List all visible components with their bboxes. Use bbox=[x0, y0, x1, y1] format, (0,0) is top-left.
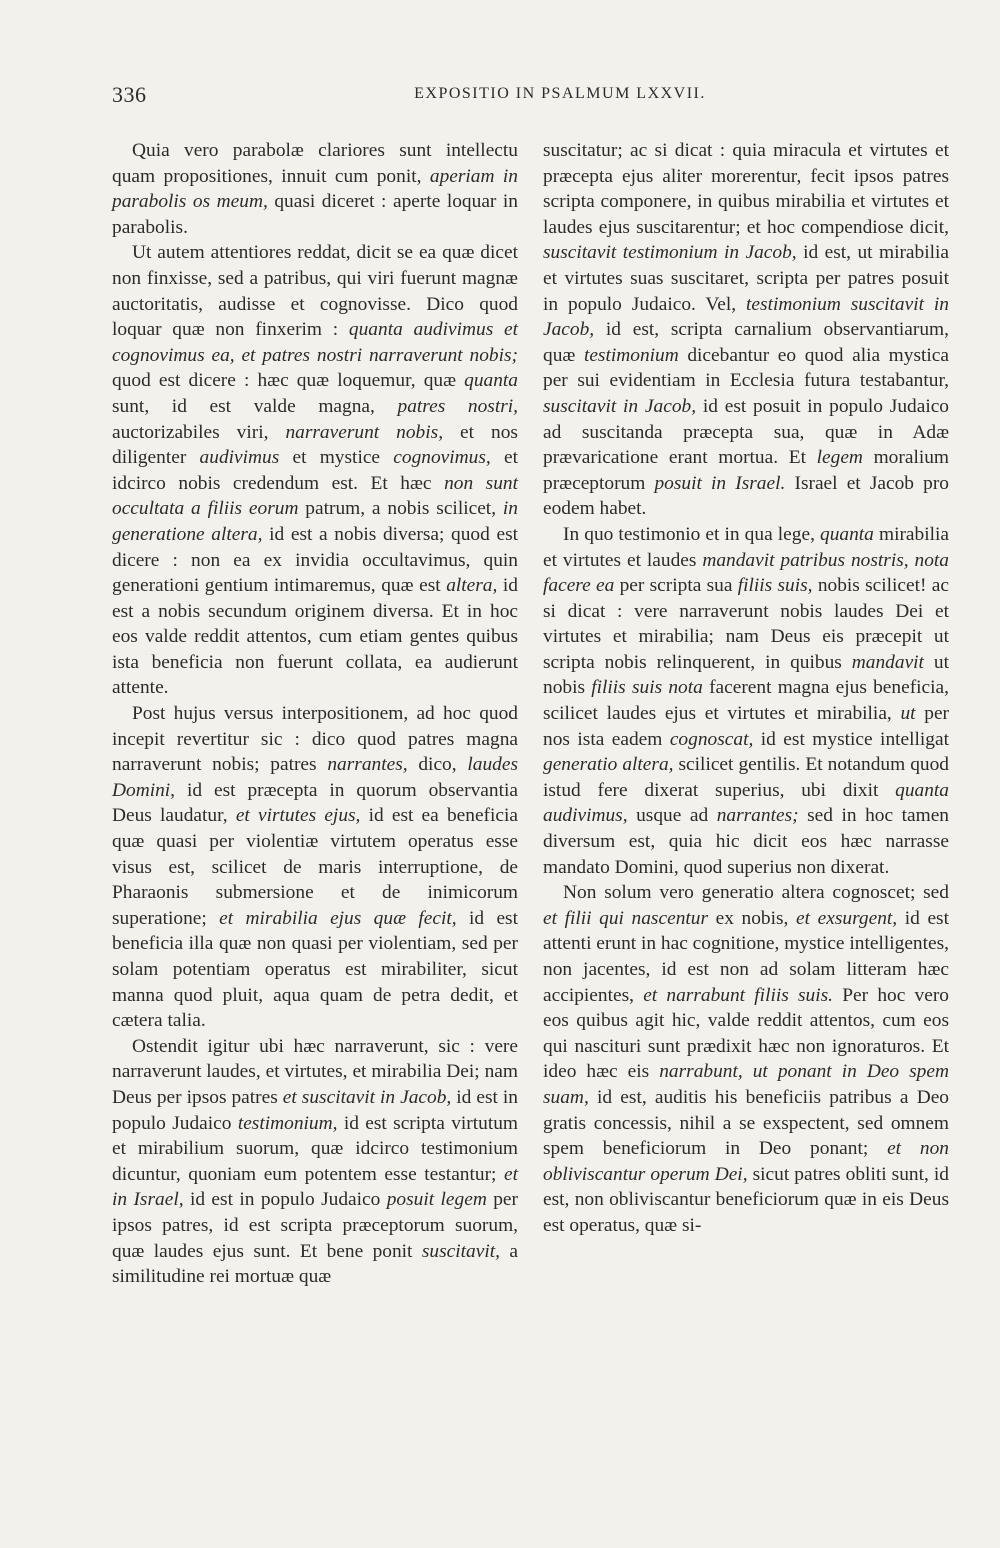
italic-text-segment: ut bbox=[900, 703, 916, 725]
text-segment: scilicet gentilis. Et notandum quod istud fere dixerat superius, ubi dixit bbox=[543, 754, 949, 801]
text-segment: Ut autem attentiores reddat, dicit se ea quæ dicet non finxisse, sed a patribus, qui viri fuerunt magnæ auctoritatis, audisse et cognovisse. Dico quod loquar quæ non finxerim : bbox=[112, 242, 518, 341]
italic-text-segment: narrantes; bbox=[716, 805, 799, 827]
paragraph bbox=[543, 138, 949, 522]
italic-text-segment: altera, bbox=[446, 575, 498, 597]
text-segment: dicebantur eo quod alia mystica per sui evidentiam in Ecclesia futura testabantur, bbox=[543, 344, 949, 392]
text-segment: id est posuit in populo Judaico ad suscitanda præcepta sua, quæ in Adæ prævaricatione erant mortua. Et bbox=[543, 395, 950, 469]
text-segment: mirabilia et virtutes et laudes bbox=[543, 523, 949, 571]
text-segment: sunt, id est valde magna, bbox=[112, 395, 398, 417]
italic-text-segment: non sunt occultata a filiis eorum bbox=[112, 472, 519, 520]
paragraph bbox=[112, 1034, 518, 1290]
italic-text-segment: mandavit bbox=[851, 651, 924, 673]
text-segment: moralium præceptorum bbox=[543, 447, 949, 494]
italic-text-segment: quanta audivimus, bbox=[543, 779, 949, 827]
text-segment: dico, bbox=[407, 754, 468, 776]
paragraph bbox=[112, 701, 518, 1034]
text-segment: id est, scripta carnalium observantiarum, quæ bbox=[543, 319, 949, 366]
italic-text-segment: filiis suis, bbox=[737, 575, 813, 597]
italic-text-segment: legem bbox=[816, 447, 863, 469]
text-segment: facerent magna ejus beneficia, scilicet laudes ejus et virtutes et mirabilia, bbox=[543, 677, 949, 725]
text-segment: ex nobis, bbox=[708, 907, 797, 929]
text-segment: Ostendit igitur ubi hæc narraverunt, sic : vere narraverunt laudes, et virtutes, et mirabilia Dei; nam Deus per ipsos patres bbox=[112, 1035, 518, 1108]
right-text-column bbox=[543, 138, 949, 1239]
italic-text-segment: et non obliviscantur operum Dei, bbox=[543, 1138, 950, 1185]
text-segment: Post hujus versus interpositionem, ad hoc quod incepit revertitur sic : dico quod patres magna narraverunt nobis; patres bbox=[112, 703, 518, 776]
italic-text-segment: laudes Domini, bbox=[112, 754, 518, 801]
italic-text-segment: testimonium suscitavit in Jacob, bbox=[543, 293, 949, 341]
text-segment: id est attenti erunt in hac cognitione, mystice intelligentes, non jacentes, id est non ad solam litteram hæc accipientes, bbox=[543, 907, 950, 1006]
italic-text-segment: testimonium bbox=[583, 344, 679, 366]
text-segment: et nos diligenter bbox=[112, 421, 518, 469]
italic-text-segment: et narrabunt filiis suis. bbox=[643, 984, 834, 1006]
text-segment: per scripta sua bbox=[614, 575, 738, 597]
italic-text-segment: generatio altera, bbox=[543, 754, 674, 776]
text-segment: a similitudine rei mortuæ quæ bbox=[112, 1240, 518, 1288]
text-segment: id est ea beneficia quæ quasi per violentiæ virtutem operatus esse visus est, scilicet de maris interruptione, de Pharaonis submersione et de inimicorum superatione; bbox=[112, 805, 518, 929]
text-segment: nobis scilicet! ac si dicat : vere narraverunt nobis laudes Dei et virtutes et mirabilia; nam Deus eis præcepit ut scripta nobis relinquerent, in quibus bbox=[543, 575, 949, 673]
italic-text-segment: audivimus bbox=[199, 447, 280, 469]
italic-text-segment: quanta bbox=[820, 523, 874, 545]
text-segment: Per hoc vero eos quibus agit hic, valde reddit attentos, cum eos qui nascituri sunt prædixit hæc non ignoraturos. Et ideo hæc eis bbox=[543, 984, 949, 1083]
italic-text-segment: patres nostri, bbox=[397, 395, 518, 417]
text-segment: per nos ista eadem bbox=[543, 703, 950, 750]
paragraph bbox=[112, 138, 518, 240]
text-segment: Non solum vero generatio altera cognoscet; sed bbox=[563, 882, 949, 904]
italic-text-segment: et exsurgent, bbox=[796, 907, 898, 929]
italic-text-segment: suscitavit in Jacob, bbox=[543, 395, 697, 417]
italic-text-segment: cognovimus, bbox=[393, 447, 491, 469]
italic-text-segment: filiis suis nota bbox=[591, 677, 703, 699]
text-segment: id est beneficia illa quæ non quasi per violentiam, sed per solam potentiam operatus est mirabiliter, sicut manna quod pluit, aqua quam de petra dedit, et cætera talia. bbox=[112, 907, 518, 1032]
text-segment: id est, ut mirabilia et virtutes suas suscitaret, scripta per patres posuit in populo Judaico. Vel, bbox=[543, 242, 950, 315]
text-segment: In quo testimonio et in qua lege, bbox=[563, 523, 821, 545]
text-segment: id est scripta virtutum et mirabilium suorum, quæ idcirco testimonium dicuntur, quoniam eum potentem esse testantur; bbox=[112, 1112, 518, 1185]
text-segment: auctorizabiles viri, bbox=[112, 421, 286, 443]
italic-text-segment: suscitavit testimonium in Jacob, bbox=[543, 242, 797, 264]
italic-text-segment: et suscitavit in Jacob, bbox=[282, 1086, 452, 1108]
text-segment: quasi diceret : aperte loquar in parabolis. bbox=[112, 191, 518, 238]
text-segment: Israel et Jacob pro eodem habet. bbox=[543, 472, 949, 520]
italic-text-segment: quanta bbox=[464, 370, 518, 392]
text-segment: et idcirco nobis credendum est. Et hæc bbox=[112, 447, 518, 494]
text-segment: Quia vero parabolæ clariores sunt intellectu quam propositiones, innuit cum ponit, bbox=[112, 140, 518, 187]
text-segment: et mystice bbox=[279, 447, 394, 469]
text-segment: ut nobis bbox=[543, 651, 949, 699]
text-segment: sicut patres obliti sunt, id est, non obliviscantur beneficiorum quæ in eis Deus est operatus, quæ si- bbox=[543, 1163, 949, 1236]
italic-text-segment: quanta audivimus et cognovimus ea, et patres nostri narraverunt nobis; bbox=[112, 319, 518, 366]
text-segment: suscitatur; ac si dicat : quia miracula et virtutes et præcepta ejus aliter morerentur, fecit ipsos patres scripta componere, in quibus mirabilia et virtutes et laudes ejus suscitarentur; et hoc compendiose dicit, bbox=[543, 140, 949, 238]
text-segment: quod est dicere : hæc quæ loquemur, quæ bbox=[112, 370, 465, 392]
text-segment: id est a nobis secundum originem diversa. Et in hoc eos valde reddit attentos, cum etiam gentes quibus ista beneficia non fuerunt collata, ea audierunt attente. bbox=[112, 575, 518, 699]
text-segment: sed in hoc tamen diversum est, quia hic dicit eos hæc narrasse mandato Domini, quod superius non dixerat. bbox=[543, 805, 949, 878]
text-segment: usque ad bbox=[627, 805, 717, 827]
text-segment: id est, auditis his beneficiis patribus a Deo gratis concessis, nihil a se exspectent, sed omnem spem beneficiorum in Deo ponant; bbox=[543, 1086, 949, 1160]
italic-text-segment: mandavit patribus nostris, nota facere ea bbox=[543, 549, 949, 597]
italic-text-segment: narrantes, bbox=[327, 754, 408, 776]
italic-text-segment: cognoscat, bbox=[669, 728, 754, 750]
running-title: EXPOSITIO IN PSALMUM LXXVII. bbox=[414, 85, 706, 102]
italic-text-segment: et filii qui nascentur bbox=[543, 907, 709, 929]
italic-text-segment: et mirabilia ejus quæ fecit, bbox=[219, 907, 457, 929]
text-segment: id est in populo Judaico bbox=[112, 1086, 518, 1134]
left-text-column bbox=[112, 138, 518, 1290]
paragraph bbox=[112, 240, 518, 701]
italic-text-segment: posuit in Israel. bbox=[654, 472, 786, 494]
text-segment: id est præcepta in quorum observantia Deus laudatur, bbox=[112, 779, 518, 827]
italic-text-segment: suscitavit, bbox=[421, 1240, 500, 1262]
italic-text-segment: et virtutes ejus, bbox=[235, 805, 361, 827]
text-segment: per ipsos patres, id est scripta præceptorum suorum, quæ laudes ejus sunt. Et bene ponit bbox=[112, 1189, 518, 1262]
page-number: 336 bbox=[112, 82, 147, 107]
italic-text-segment: narraverunt nobis, bbox=[285, 421, 444, 443]
text-segment: patrum, a nobis scilicet, bbox=[298, 498, 503, 520]
page-header bbox=[112, 82, 948, 116]
text-segment: id est a nobis diversa; quod est dicere : non ea ex invidia occultavimus, quin generationi gentium intimaremus, quæ est bbox=[112, 523, 518, 597]
paragraph bbox=[543, 880, 949, 1238]
italic-text-segment: posuit legem bbox=[386, 1189, 487, 1211]
italic-text-segment: et in Israel, bbox=[112, 1163, 518, 1211]
italic-text-segment: narrabunt, ut ponant in Deo spem suam, bbox=[543, 1061, 949, 1108]
italic-text-segment: testimonium, bbox=[237, 1112, 338, 1134]
text-segment: id est in populo Judaico bbox=[183, 1189, 387, 1211]
paragraph bbox=[543, 522, 949, 880]
text-segment: id est mystice intelligat bbox=[753, 728, 949, 750]
italic-text-segment: aperiam in parabolis os meum, bbox=[112, 165, 519, 213]
italic-text-segment: in generatione altera, bbox=[112, 498, 518, 545]
